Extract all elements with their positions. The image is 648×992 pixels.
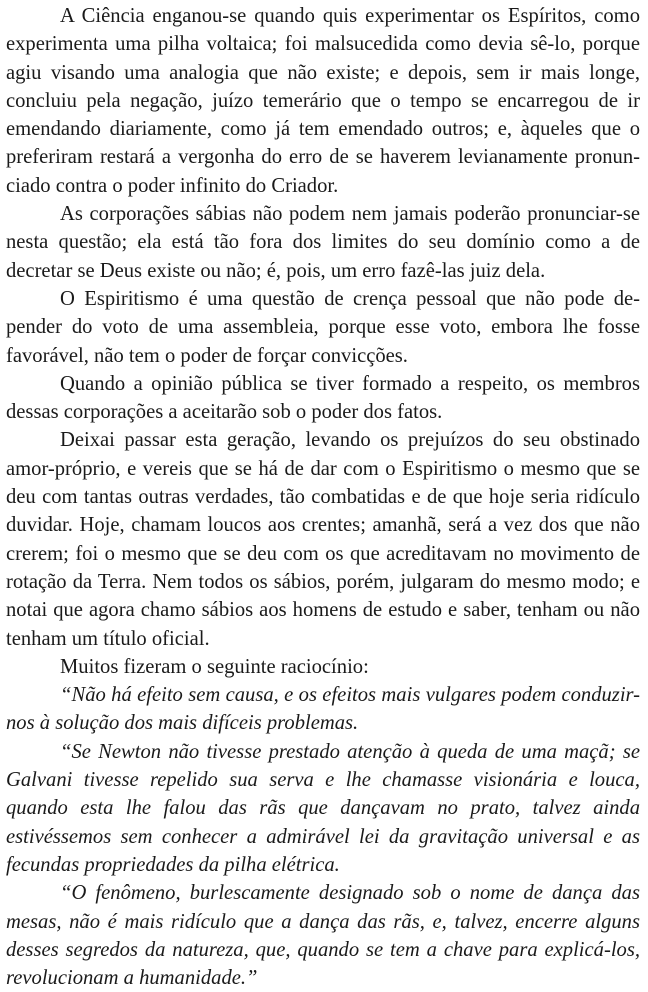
paragraph-personal-belief: O Espiritismo é uma questão de crença pessoal que não pode depender do voto de uma assembleia, porque esse voto, embora lhe fosse favorável, não tem o poder de forçar convicções. [6, 287, 640, 367]
paragraph-public-opinion: Quando a opinião pública se tiver formado a respeito, os membros dessas corporações a aceitarão sob o poder dos fatos. [6, 372, 640, 424]
paragraph-reasoning-intro: Muitos fizeram o seguinte raciocínio: [60, 655, 369, 678]
quote-no-effect-without-cause: “Não há efeito sem causa, e os efeitos mais vulgares podem conduzir-nos à solução dos mais difíceis problemas. [6, 684, 640, 735]
quote-dancing-tables: “O fenômeno, burlescamente designado sob o nome de dança das mesas, não é mais ridículo que a dança das rãs, e, talvez, encerre alguns desses segredos da natureza, que, quando se tem a chave para explicá-los, revolucionam a humanidade.” [6, 882, 640, 990]
paragraph-learned-bodies: As corporações sábias não podem nem jamais poderão pronunciar-se nesta questão; ela está tão fora dos limites do seu domínio como a de decretar se Deus existe ou não; é, pois, um erro fazê-las juiz dela. [6, 203, 640, 282]
paragraph-science-deceived: A Ciência enganou-se quando quis experimentar os Espíritos, como experimenta uma pilha voltaica; foi malsucedida como devia sê-lo, porque agiu visando uma analogia que não existe; e depois, sem ir mais longe, concluiu pela negação, juízo temerário que o tempo se encarregou de ir emendando diariamente, como já tem emendado outros; e, àqueles que o preferiram restará a vergonha do erro de se haverem levianamente pronunciado contra o poder infinito do Criador. [6, 5, 640, 197]
paragraph-this-generation: Deixai passar esta geração, levando os prejuízos do seu obstinado amor-próprio, e vereis que se há de dar com o Espiritismo o mesmo que se deu com tantas outras verdades, tão combatidas e de que hoje seria ridículo duvidar. Hoje, chamam loucos aos crentes; amanhã, será a vez dos que não crerem; foi o mesmo que se deu com os que acreditavam no movimento de rotação da Terra. Nem todos os sábios, porém, julgaram do mesmo modo; e notai que agora chamo sábios aos homens de estudo e saber, tenham ou não tenham um título oficial. [6, 429, 640, 650]
quote-newton-galvani: “Se Newton não tivesse prestado atenção à queda de uma maçã; se Galvani tivesse repelido sua serva e lhe chamasse visionária e louca, quando esta lhe falou das rãs que dançavam no prato, talvez ainda estivéssemos sem conhecer a admirável lei da gravitação universal e as fecundas propriedades da pilha elétrica. [6, 740, 640, 876]
